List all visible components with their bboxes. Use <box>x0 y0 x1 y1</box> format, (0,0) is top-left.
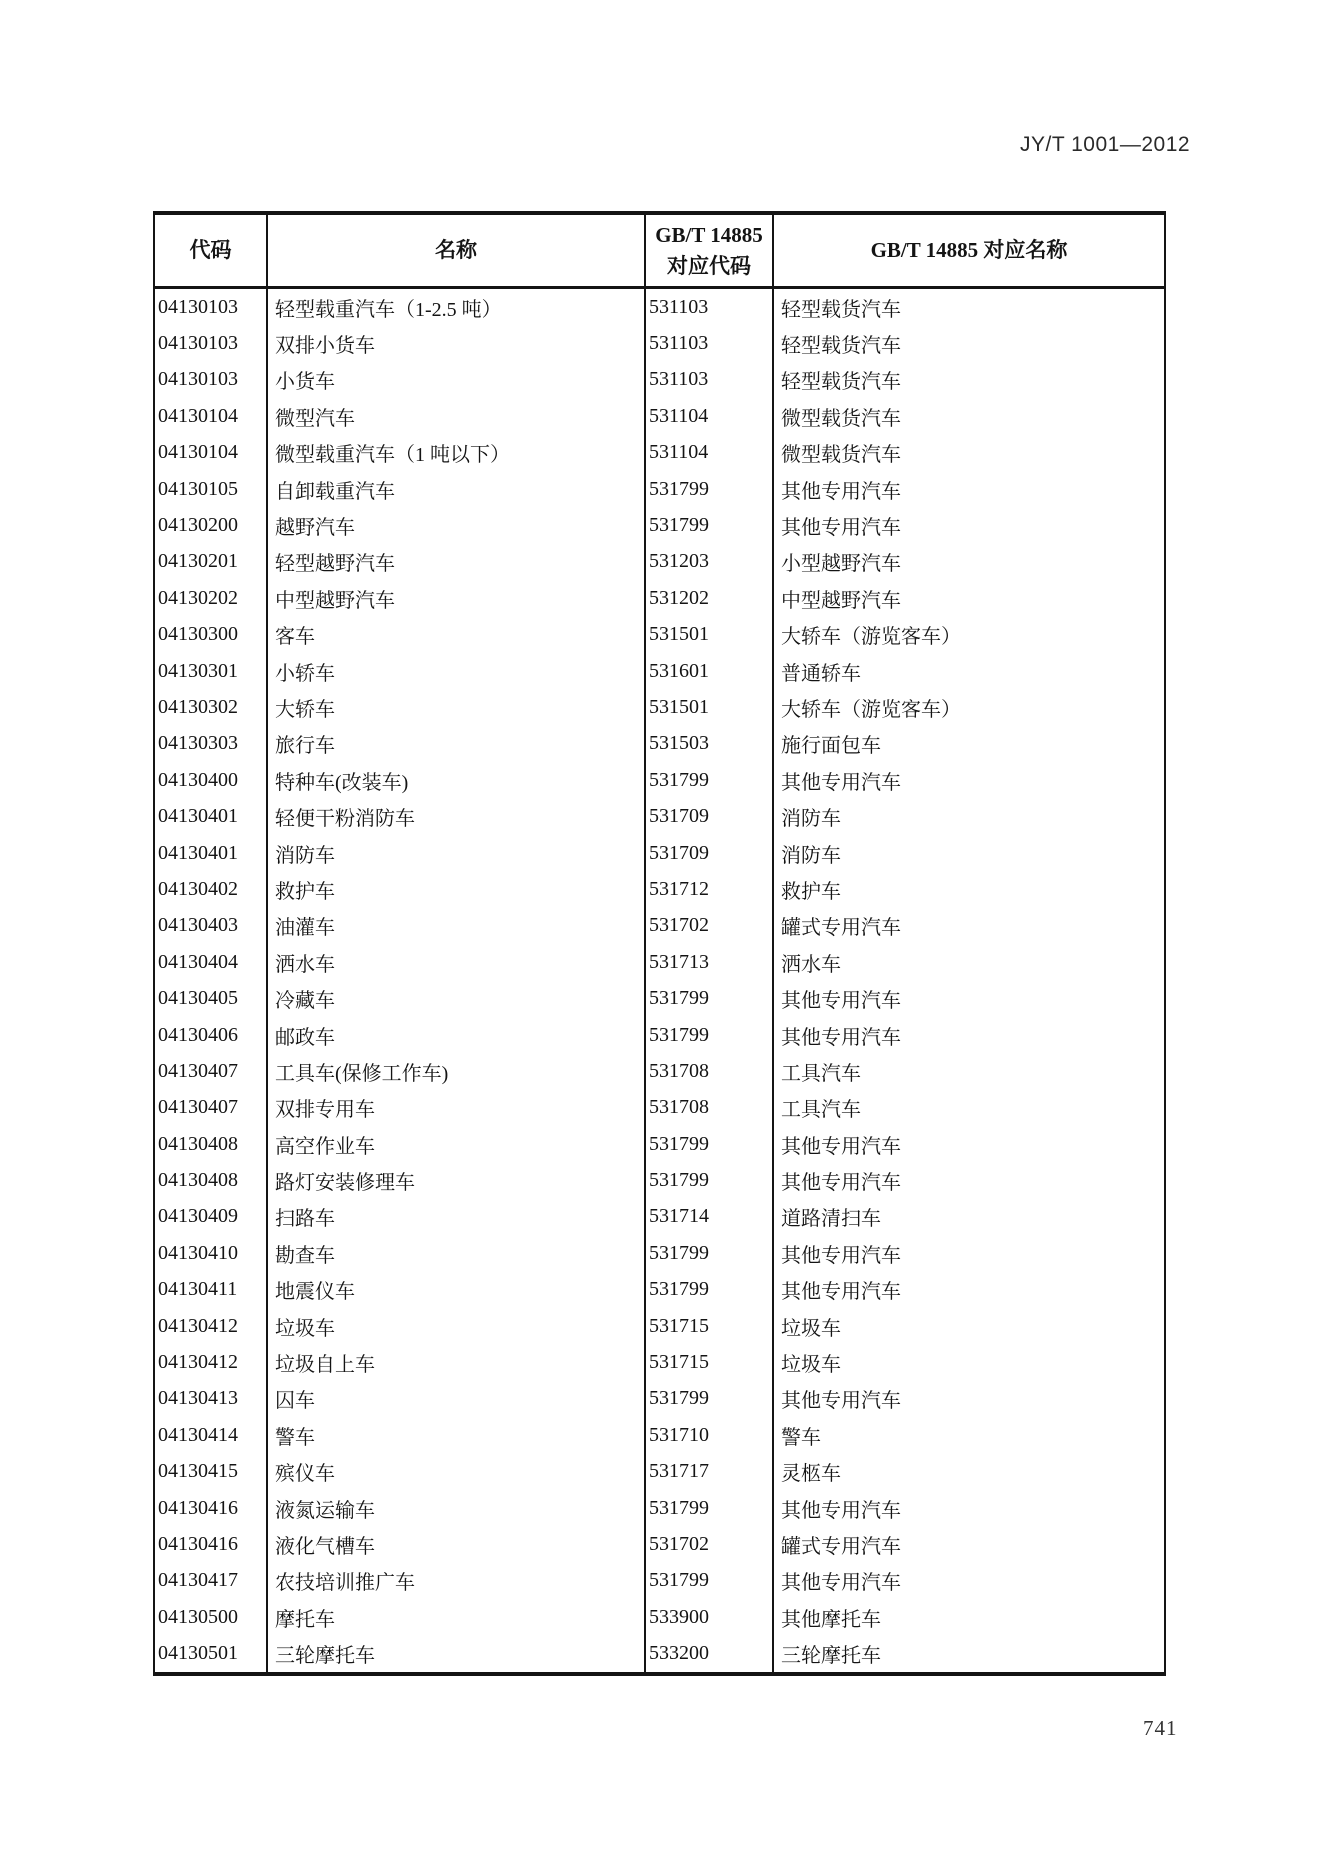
cell-name: 垃圾自上车 <box>268 1344 646 1380</box>
cell-gbt-code: 531714 <box>646 1199 774 1235</box>
cell-gbt-name: 工具汽车 <box>781 1099 861 1122</box>
cell-gbt-code: 533900 <box>646 1599 774 1635</box>
cell-gbt-code: 531501 <box>646 617 774 653</box>
cell-gbt-code: 531799 <box>646 980 774 1016</box>
cell-name: 警车 <box>268 1417 646 1453</box>
cell-gbt-name: 消防车 <box>781 844 841 867</box>
cell-name: 农技培训推广车 <box>268 1563 646 1599</box>
table-row <box>155 435 1164 471</box>
code-mapping-table <box>153 211 1166 1676</box>
cell-gbt-name: 垃圾车 <box>781 1317 841 1340</box>
table-row <box>155 689 1164 725</box>
cell-code: 04130402 <box>155 871 268 907</box>
cell-name: 越野汽车 <box>268 507 646 543</box>
cell-gbt-code: 531709 <box>646 798 774 834</box>
cell-gbt-code: 531103 <box>646 362 774 398</box>
cell-gbt-code: 531708 <box>646 1053 774 1089</box>
cell-code: 04130411 <box>155 1272 268 1308</box>
cell-name: 垃圾车 <box>268 1308 646 1344</box>
table-row <box>155 762 1164 798</box>
cell-name: 洒水车 <box>268 944 646 980</box>
cell-code: 04130405 <box>155 980 268 1016</box>
table-row <box>155 1235 1164 1271</box>
cell-gbt-code: 531601 <box>646 653 774 689</box>
cell-gbt-name: 其他摩托车 <box>781 1608 881 1631</box>
table-row <box>155 580 1164 616</box>
table-row <box>155 1053 1164 1089</box>
table-row <box>155 1162 1164 1198</box>
table-row <box>155 1199 1164 1235</box>
cell-code: 04130501 <box>155 1635 268 1671</box>
cell-gbt-name: 大轿车（游览客车） <box>781 698 961 721</box>
table-row <box>155 507 1164 543</box>
cell-code: 04130303 <box>155 726 268 762</box>
cell-name: 双排小货车 <box>268 325 646 361</box>
cell-code: 04130406 <box>155 1017 268 1053</box>
cell-name: 微型载重汽车（1 吨以下） <box>268 435 646 471</box>
column-header-gbt-code <box>646 215 774 286</box>
cell-code: 04130412 <box>155 1308 268 1344</box>
cell-name: 邮政车 <box>268 1017 646 1053</box>
cell-name: 殡仪车 <box>268 1454 646 1490</box>
cell-gbt-code: 531104 <box>646 398 774 434</box>
column-header-gbt-code-line1: GB/T 14885 <box>655 223 763 248</box>
cell-name: 冷藏车 <box>268 980 646 1016</box>
table-row <box>155 544 1164 580</box>
cell-name: 救护车 <box>268 871 646 907</box>
cell-gbt-code: 533200 <box>646 1635 774 1671</box>
cell-name: 轻型载重汽车（1-2.5 吨） <box>268 289 646 325</box>
cell-gbt-code: 531103 <box>646 325 774 361</box>
cell-gbt-name: 中型越野汽车 <box>781 589 901 612</box>
table-row <box>155 398 1164 434</box>
cell-gbt-name: 道路清扫车 <box>781 1208 881 1231</box>
cell-code: 04130401 <box>155 798 268 834</box>
cell-gbt-code: 531709 <box>646 835 774 871</box>
column-header-gbt-name: GB/T 14885 对应名称 <box>870 238 1068 263</box>
cell-gbt-name: 普通轿车 <box>781 662 861 685</box>
cell-name: 液氮运输车 <box>268 1490 646 1526</box>
table-row <box>155 362 1164 398</box>
cell-gbt-name: 施行面包车 <box>781 735 881 758</box>
table-row <box>155 1381 1164 1417</box>
cell-code: 04130414 <box>155 1417 268 1453</box>
table-row <box>155 835 1164 871</box>
cell-gbt-name: 其他专用汽车 <box>781 1499 901 1522</box>
cell-name: 大轿车 <box>268 689 646 725</box>
cell-gbt-code: 531799 <box>646 1162 774 1198</box>
cell-gbt-name: 其他专用汽车 <box>781 1244 901 1267</box>
table-row <box>155 1344 1164 1380</box>
table-row <box>155 1272 1164 1308</box>
cell-gbt-name: 其他专用汽车 <box>781 1572 901 1595</box>
cell-gbt-code: 531710 <box>646 1417 774 1453</box>
cell-gbt-name: 警车 <box>781 1426 821 1449</box>
page-number: 741 <box>1143 1716 1178 1740</box>
table-row <box>155 325 1164 361</box>
table-row <box>155 1563 1164 1599</box>
cell-gbt-name: 其他专用汽车 <box>781 1390 901 1413</box>
cell-name: 客车 <box>268 617 646 653</box>
cell-gbt-name: 其他专用汽车 <box>781 990 901 1013</box>
cell-gbt-name: 救护车 <box>781 880 841 903</box>
cell-name: 囚车 <box>268 1381 646 1417</box>
cell-code: 04130410 <box>155 1235 268 1271</box>
cell-gbt-code: 531799 <box>646 1235 774 1271</box>
cell-code: 04130413 <box>155 1381 268 1417</box>
cell-name: 轻型越野汽车 <box>268 544 646 580</box>
table-row <box>155 1308 1164 1344</box>
cell-gbt-code: 531202 <box>646 580 774 616</box>
table-row <box>155 289 1164 325</box>
cell-gbt-name: 灵柩车 <box>781 1463 841 1486</box>
cell-name: 扫路车 <box>268 1199 646 1235</box>
cell-gbt-name: 消防车 <box>781 808 841 831</box>
cell-name: 旅行车 <box>268 726 646 762</box>
cell-code: 04130103 <box>155 362 268 398</box>
cell-name: 油灌车 <box>268 908 646 944</box>
cell-gbt-name: 洒水车 <box>781 953 841 976</box>
column-header-code: 代码 <box>155 215 268 286</box>
cell-gbt-code: 531715 <box>646 1308 774 1344</box>
cell-gbt-name: 微型载货汽车 <box>781 444 901 467</box>
cell-name: 小轿车 <box>268 653 646 689</box>
table-row <box>155 653 1164 689</box>
cell-name: 中型越野汽车 <box>268 580 646 616</box>
cell-name: 小货车 <box>268 362 646 398</box>
table-row <box>155 1599 1164 1635</box>
cell-gbt-code: 531104 <box>646 435 774 471</box>
cell-code: 04130103 <box>155 289 268 325</box>
cell-gbt-code: 531503 <box>646 726 774 762</box>
table-row <box>155 1490 1164 1526</box>
cell-name: 路灯安装修理车 <box>268 1162 646 1198</box>
cell-code: 04130202 <box>155 580 268 616</box>
cell-gbt-name: 轻型载货汽车 <box>781 335 901 358</box>
column-header-name: 名称 <box>268 215 646 286</box>
cell-name: 特种车(改装车) <box>268 762 646 798</box>
table-row <box>155 980 1164 1016</box>
table-row <box>155 908 1164 944</box>
table-row <box>155 471 1164 507</box>
cell-code: 04130408 <box>155 1126 268 1162</box>
table-row <box>155 871 1164 907</box>
cell-name: 自卸载重汽车 <box>268 471 646 507</box>
cell-gbt-code: 531702 <box>646 908 774 944</box>
cell-gbt-name: 其他专用汽车 <box>781 1135 901 1158</box>
cell-code: 04130400 <box>155 762 268 798</box>
table-row <box>155 944 1164 980</box>
cell-gbt-name: 其他专用汽车 <box>781 1172 901 1195</box>
cell-gbt-code: 531717 <box>646 1454 774 1490</box>
cell-code: 04130201 <box>155 544 268 580</box>
cell-code: 04130412 <box>155 1344 268 1380</box>
cell-gbt-code: 531203 <box>646 544 774 580</box>
cell-gbt-code: 531799 <box>646 1563 774 1599</box>
cell-name: 轻便干粉消防车 <box>268 798 646 834</box>
table-row <box>155 1017 1164 1053</box>
cell-gbt-code: 531799 <box>646 762 774 798</box>
cell-gbt-name: 微型载货汽车 <box>781 407 901 430</box>
cell-gbt-code: 531715 <box>646 1344 774 1380</box>
cell-gbt-code: 531103 <box>646 289 774 325</box>
cell-code: 04130104 <box>155 435 268 471</box>
cell-gbt-code: 531799 <box>646 1272 774 1308</box>
cell-gbt-name: 轻型载货汽车 <box>781 371 901 394</box>
cell-gbt-code: 531799 <box>646 507 774 543</box>
cell-gbt-code: 531799 <box>646 1126 774 1162</box>
cell-name: 工具车(保修工作车) <box>268 1053 646 1089</box>
cell-gbt-name: 其他专用汽车 <box>781 517 901 540</box>
cell-gbt-name: 垃圾车 <box>781 1354 841 1377</box>
cell-name: 地震仪车 <box>268 1272 646 1308</box>
cell-gbt-code: 531799 <box>646 1017 774 1053</box>
cell-gbt-code: 531799 <box>646 1490 774 1526</box>
cell-code: 04130407 <box>155 1053 268 1089</box>
cell-gbt-name: 小型越野汽车 <box>781 553 901 576</box>
cell-name: 勘查车 <box>268 1235 646 1271</box>
table-row <box>155 1526 1164 1562</box>
cell-code: 04130103 <box>155 325 268 361</box>
cell-gbt-code: 531702 <box>646 1526 774 1562</box>
cell-code: 04130401 <box>155 835 268 871</box>
cell-code: 04130300 <box>155 617 268 653</box>
cell-code: 04130407 <box>155 1090 268 1126</box>
cell-gbt-name: 罐式专用汽车 <box>781 917 901 940</box>
cell-code: 04130403 <box>155 908 268 944</box>
table-row <box>155 1417 1164 1453</box>
cell-name: 双排专用车 <box>268 1090 646 1126</box>
table-row <box>155 1090 1164 1126</box>
cell-gbt-code: 531713 <box>646 944 774 980</box>
cell-gbt-name: 其他专用汽车 <box>781 1026 901 1049</box>
cell-gbt-code: 531799 <box>646 1381 774 1417</box>
cell-gbt-code: 531501 <box>646 689 774 725</box>
cell-code: 04130104 <box>155 398 268 434</box>
cell-gbt-name: 大轿车（游览客车） <box>781 626 961 649</box>
table-row <box>155 617 1164 653</box>
table-header-row <box>155 215 1164 289</box>
table-row <box>155 726 1164 762</box>
cell-gbt-name: 其他专用汽车 <box>781 480 901 503</box>
cell-name: 液化气槽车 <box>268 1526 646 1562</box>
cell-gbt-code: 531799 <box>646 471 774 507</box>
cell-code: 04130404 <box>155 944 268 980</box>
table-row <box>155 1126 1164 1162</box>
standard-number: JY/T 1001—2012 <box>1020 133 1191 156</box>
cell-name: 消防车 <box>268 835 646 871</box>
cell-code: 04130417 <box>155 1563 268 1599</box>
cell-code: 04130301 <box>155 653 268 689</box>
table-body <box>155 289 1164 1672</box>
cell-code: 04130302 <box>155 689 268 725</box>
cell-code: 04130416 <box>155 1526 268 1562</box>
cell-gbt-name: 其他专用汽车 <box>781 1281 901 1304</box>
cell-gbt-code: 531708 <box>646 1090 774 1126</box>
cell-gbt-code: 531712 <box>646 871 774 907</box>
cell-gbt-name: 罐式专用汽车 <box>781 1535 901 1558</box>
cell-code: 04130416 <box>155 1490 268 1526</box>
cell-code: 04130105 <box>155 471 268 507</box>
cell-code: 04130408 <box>155 1162 268 1198</box>
table-row <box>155 1635 1164 1671</box>
cell-code: 04130500 <box>155 1599 268 1635</box>
cell-gbt-name: 其他专用汽车 <box>781 771 901 794</box>
table-row <box>155 798 1164 834</box>
cell-gbt-name: 工具汽车 <box>781 1062 861 1085</box>
cell-code: 04130415 <box>155 1454 268 1490</box>
table-row <box>155 1454 1164 1490</box>
cell-name: 高空作业车 <box>268 1126 646 1162</box>
cell-name: 微型汽车 <box>268 398 646 434</box>
column-header-gbt-code-line2: 对应代码 <box>667 253 751 278</box>
cell-name: 摩托车 <box>268 1599 646 1635</box>
cell-code: 04130200 <box>155 507 268 543</box>
cell-code: 04130409 <box>155 1199 268 1235</box>
cell-gbt-name: 三轮摩托车 <box>781 1645 881 1668</box>
cell-gbt-name: 轻型载货汽车 <box>781 298 901 321</box>
cell-name: 三轮摩托车 <box>268 1635 646 1671</box>
